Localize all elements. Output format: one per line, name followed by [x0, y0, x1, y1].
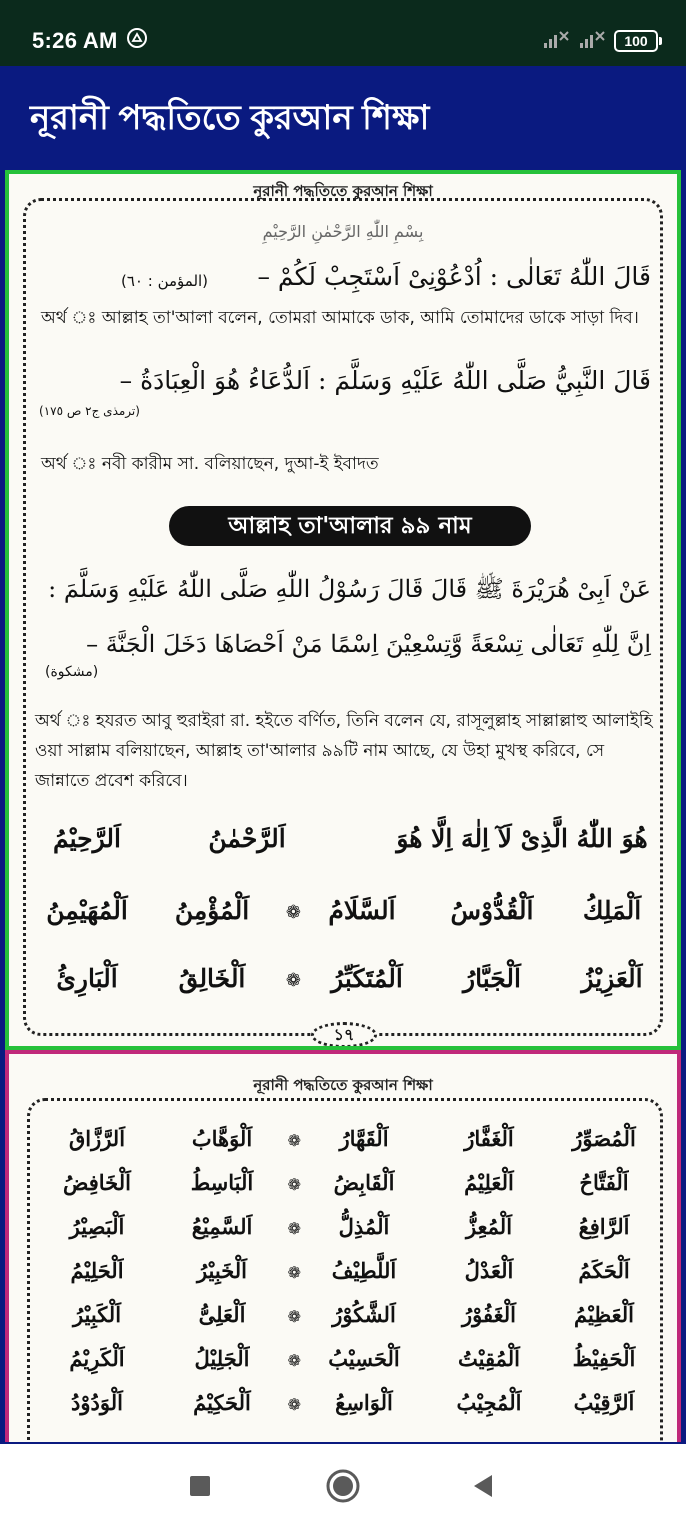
page-header: নূরানী পদ্ধতিতে কুরআন শিক্ষা [253, 1076, 433, 1094]
allah-names-grid [45, 1126, 649, 1436]
flower-separator-icon: ❁ [285, 970, 301, 991]
allah-name: اَلْخَبِيْرُ [196, 1258, 248, 1283]
allah-name: اَلْبَارِئُ [56, 964, 118, 993]
allah-name: اَلْحَكِيْمُ [193, 1390, 251, 1415]
allah-name: اَلْمَلِكُ [582, 896, 642, 925]
section-banner: আল্লাহ তা'আলার ৯৯ নাম [169, 506, 531, 546]
allah-name: اَلْغَفَّارُ [464, 1126, 514, 1151]
allah-name: اَلرَّقِيْبُ [573, 1390, 635, 1415]
verse-meaning: অর্থ ঃ আল্লাহ তা'আলা বলেন, তোমরা আমাকে ডাক, আমি তোমাদের ডাকে সাড়া দিব। [41, 308, 639, 328]
verse-reference: (المؤمن : ٦٠) [121, 272, 209, 290]
hadith-chain: عَنْ اَبِىْ هُرَيْرَةَ ﷺ قَالَ قَالَ رَسُوْلُ اللّٰهِ صَلَّى اللّٰهُ عَلَيْهِ وَسَلَّمَ : [48, 575, 651, 603]
hadith-reference: (مشكوة) [45, 664, 99, 680]
back-triangle-icon[interactable] [463, 1466, 503, 1506]
names-row [45, 1258, 649, 1298]
battery-level: 100 [624, 33, 648, 49]
allah-name: اَلشَّكُوْرُ [332, 1302, 396, 1327]
allah-name: اَلرَّحِيْمُ [53, 824, 121, 853]
allah-name: اَلْمُؤْمِنُ [174, 896, 250, 925]
recents-square-icon[interactable] [180, 1466, 220, 1506]
allah-name: اَلْبَصِيْرُ [69, 1214, 125, 1239]
flower-separator-icon: ❁ [287, 1263, 301, 1282]
allah-name: اَلْمُجِيْبُ [456, 1390, 522, 1415]
names-row [45, 1390, 649, 1430]
allah-name: هُوَ اللّٰهُ الَّذِىْ لَآ اِلٰهَ اِلَّا هُوَ [396, 824, 648, 853]
allah-name: اَلْمُهَيْمِنُ [46, 896, 128, 925]
navigation-bar [0, 1444, 686, 1526]
app-title: নূরানী পদ্ধতিতে কুরআন শিক্ষা [30, 99, 430, 137]
hadith-text-99-names: اِنَّ لِلّٰهِ تَعَالٰى تِسْعَةً وَّتِسْعِيْنَ اِسْمًا مَنْ اَحْصَاهَا دَخَلَ الْجَنَّةَ – [86, 630, 651, 658]
flower-separator-icon: ❁ [285, 902, 301, 923]
allah-name: اَلرَّحْمٰنُ [208, 824, 286, 853]
book-page-1[interactable] [5, 170, 681, 1050]
names-row [27, 824, 657, 864]
app-bar [0, 66, 686, 166]
battery-icon [614, 30, 658, 52]
allah-name: اَلْحَفِيْظُ [572, 1346, 636, 1371]
flower-separator-icon: ❁ [287, 1351, 301, 1370]
allah-names-grid [27, 824, 657, 1004]
names-row [27, 896, 657, 936]
allah-name: اَلْقَهَّارُ [339, 1126, 389, 1151]
status-time: 5:26 AM [32, 28, 118, 53]
allah-name: اَلسَّمِيْعُ [191, 1214, 253, 1239]
names-row [45, 1170, 649, 1210]
allah-name: اَللَّطِيْفُ [331, 1258, 397, 1283]
names-row [45, 1126, 649, 1166]
names-row [45, 1302, 649, 1342]
hadith-meaning: অর্থ ঃ নবী কারীম সা. বলিয়াছেন, দুআ-ই ইবাদত [41, 454, 379, 474]
page-number: ১৭ [311, 1022, 377, 1048]
home-circle-icon[interactable] [323, 1466, 363, 1506]
names-row [27, 964, 657, 1004]
sync-notification-icon [125, 26, 149, 50]
allah-name: اَلْقُدُّوْسُ [450, 896, 534, 925]
allah-name: اَلْفَتَّاحُ [579, 1170, 629, 1195]
allah-name: اَلسَّلَامُ [328, 896, 396, 925]
allah-name: اَلْعَدْلُ [464, 1258, 514, 1283]
allah-name: اَلْمُعِزُّ [465, 1214, 513, 1239]
signal-no-data-icon [578, 28, 606, 50]
allah-name: اَلْمُصَوِّرُ [572, 1126, 636, 1151]
allah-name: اَلْمُقِيْتُ [458, 1346, 520, 1371]
allah-name: اَلرَّافِعُ [578, 1214, 630, 1239]
allah-name: اَلْجَبَّارُ [463, 964, 521, 993]
hadith-text: قَالَ النَّبِيُّ صَلَّى اللّٰهُ عَلَيْهِ وَسَلَّمَ : اَلدُّعَاءُ هُوَ الْعِبَادَةُ – [119, 366, 651, 395]
hadith-meaning: অর্থ ঃ হযরত আবু হুরাইরা রা. হইতে বর্ণিত, তিনি বলেন যে, রাসূলুল্লাহ সাল্লাল্লাহু আলাইহি ওয়া সাল্লাম বলিয়াছেন, আল্লাহ তা'আলার ৯৯টি নাম আছে, যে উহা মুখস্থ করিবে, সে জান্নাতে প্রবেশ করিবে। [35, 711, 653, 791]
allah-name: اَلْعَظِيْمُ [574, 1302, 634, 1327]
allah-name: اَلْعَلِيْمُ [464, 1170, 514, 1195]
allah-name: اَلْجَلِيْلُ [194, 1346, 250, 1371]
names-row [45, 1346, 649, 1386]
flower-separator-icon: ❁ [287, 1219, 301, 1238]
bismillah: بِسْمِ اللّٰهِ الرَّحْمٰنِ الرَّحِيْمِ [262, 222, 424, 241]
allah-name: اَلْحَكَمُ [578, 1258, 630, 1283]
allah-name: اَلْكَرِيْمُ [69, 1346, 125, 1371]
allah-name: اَلْخَالِقُ [178, 964, 246, 993]
quran-verse: قَالَ اللّٰهُ تَعَالٰى : اُدْعُوْنِىْ اَسْتَجِبْ لَكُمْ – [257, 262, 651, 291]
allah-name: اَلْحَلِيْمُ [70, 1258, 124, 1283]
allah-name: اَلْمُذِلُّ [338, 1214, 390, 1239]
book-page-2[interactable] [5, 1050, 681, 1442]
allah-name: اَلْوَهَّابُ [191, 1126, 253, 1151]
book-viewer[interactable] [0, 166, 686, 1444]
allah-name: اَلْعَزِيْزُ [581, 964, 643, 993]
hadith-reference: (ترمذى ج٢ ص ١٧٥) [39, 404, 140, 418]
allah-name: اَلْخَافِضُ [63, 1170, 131, 1195]
flower-separator-icon: ❁ [287, 1307, 301, 1326]
status-bar [0, 0, 686, 66]
flower-separator-icon: ❁ [287, 1131, 301, 1150]
allah-name: اَلْحَسِيْبُ [328, 1346, 400, 1371]
allah-name: اَلْبَاسِطُ [190, 1170, 254, 1195]
allah-name: اَلْعَلِىُّ [198, 1302, 246, 1327]
allah-name: اَلْوَدُوْدُ [71, 1390, 123, 1415]
flower-separator-icon: ❁ [287, 1395, 301, 1414]
allah-name: اَلْغَفُوْرُ [462, 1302, 516, 1327]
flower-separator-icon: ❁ [287, 1175, 301, 1194]
allah-name: اَلرَّزَّاقُ [68, 1126, 126, 1151]
signal-no-data-icon [542, 28, 570, 50]
names-row [45, 1214, 649, 1254]
allah-name: اَلْوَاسِعُ [335, 1390, 393, 1415]
allah-name: اَلْقَابِضُ [333, 1170, 395, 1195]
allah-name: اَلْكَبِيْرُ [72, 1302, 122, 1327]
allah-name: اَلْمُتَكَبِّرُ [331, 964, 403, 993]
page-header: নূরানী পদ্ধতিতে কুরআন শিক্ষা [253, 182, 433, 200]
